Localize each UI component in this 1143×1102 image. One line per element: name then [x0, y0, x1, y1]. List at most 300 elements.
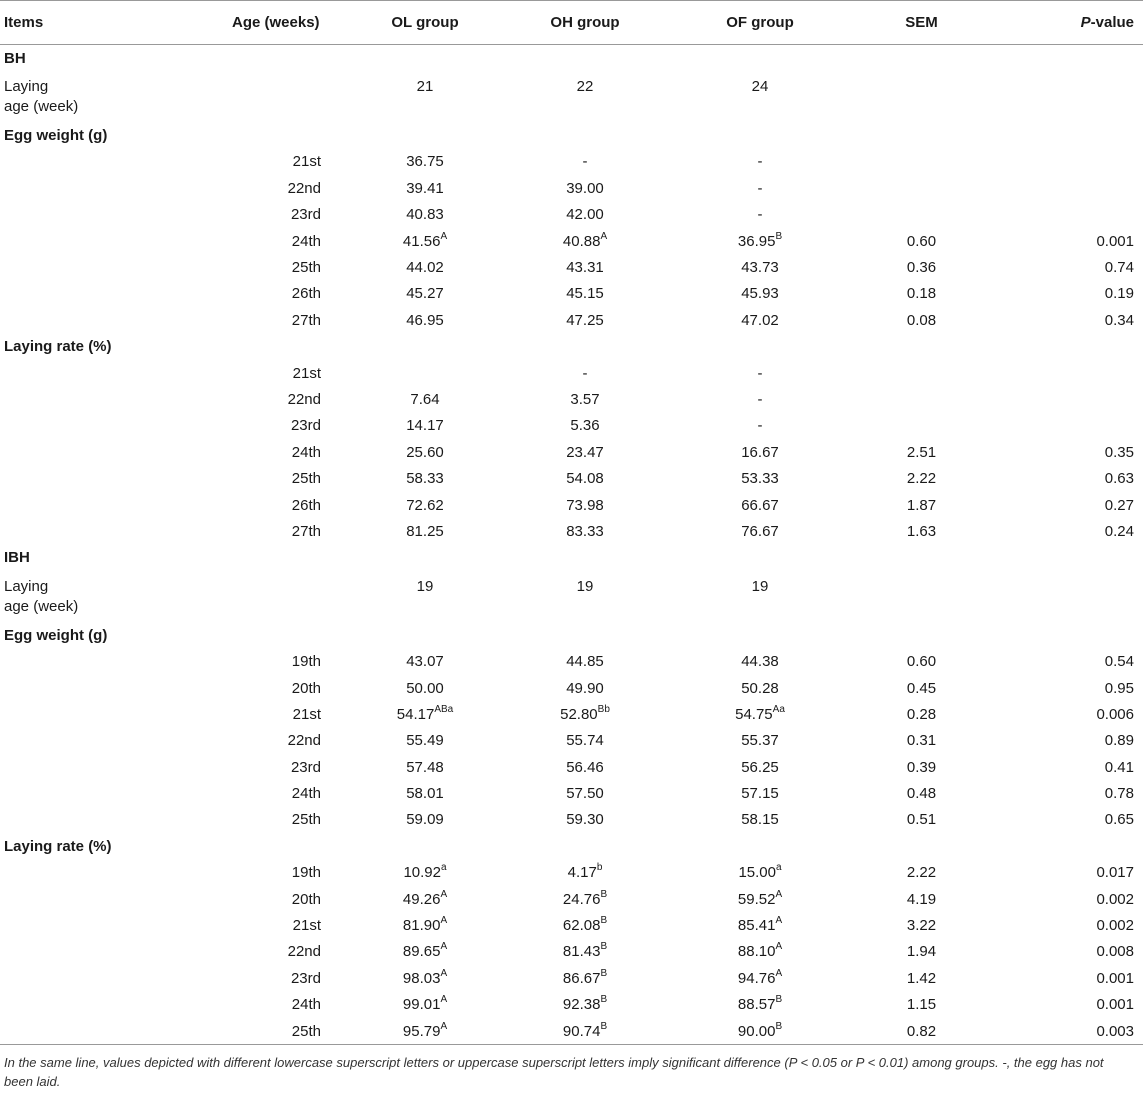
oh-cell-value: 62.08 — [562, 917, 601, 935]
laying-age-of: 24 — [751, 78, 769, 96]
of-cell — [670, 281, 850, 307]
age-cell: 23rd — [290, 758, 321, 776]
age-cell: 25th — [150, 1018, 330, 1045]
oh-cell — [500, 149, 670, 175]
laying-age-label — [0, 71, 150, 122]
oh-cell — [500, 307, 670, 333]
of-cell — [670, 465, 850, 491]
of-cell-value: 50.28 — [741, 679, 779, 697]
of-cell — [670, 307, 850, 333]
empty-cell — [500, 833, 670, 859]
p-value-cell: 0.78 — [1104, 785, 1134, 803]
of-cell-value: 90.00 — [737, 1022, 776, 1040]
oh-cell — [500, 912, 670, 938]
age-cell: 22nd — [287, 179, 321, 197]
ol-cell-superscript: A — [440, 915, 448, 927]
of-cell — [670, 965, 850, 991]
oh-cell-value: - — [582, 364, 588, 382]
of-cell-value: 59.52 — [737, 890, 776, 908]
empty-cell — [850, 571, 993, 622]
laying-age-ol: 19 — [416, 578, 434, 596]
header-p-value — [993, 1, 1143, 45]
p-value-cell — [993, 360, 1143, 386]
ol-cell — [330, 386, 500, 412]
empty-cell — [0, 149, 150, 175]
ol-cell-superscript: A — [440, 941, 448, 953]
ol-cell-superscript: A — [440, 994, 448, 1006]
ol-cell — [330, 492, 500, 518]
ol-cell — [330, 860, 500, 886]
sem-cell: 0.60 — [906, 232, 937, 250]
table-row — [0, 202, 1143, 228]
of-cell-superscript: A — [775, 967, 783, 979]
oh-cell — [500, 228, 670, 254]
ol-cell — [330, 307, 500, 333]
p-value-cell — [993, 202, 1143, 228]
oh-cell — [500, 780, 670, 806]
of-cell — [670, 149, 850, 175]
empty-cell — [330, 545, 500, 571]
oh-cell — [500, 807, 670, 833]
table-header-row — [0, 1, 1143, 45]
oh-cell-value: 47.25 — [566, 311, 604, 329]
group-header-row — [0, 334, 1143, 360]
oh-cell-value: 24.76 — [562, 890, 601, 908]
header-oh-group: OH group — [500, 1, 670, 45]
empty-cell — [670, 45, 850, 72]
header-items: Items — [0, 1, 150, 45]
p-value-cell: 0.008 — [1096, 943, 1134, 961]
oh-cell — [500, 202, 670, 228]
oh-cell-value: 81.43 — [562, 943, 601, 961]
oh-cell — [500, 965, 670, 991]
of-cell — [670, 518, 850, 544]
table-row — [0, 886, 1143, 912]
p-value-cell: 0.41 — [1104, 758, 1134, 776]
sem-cell: 0.36 — [906, 259, 937, 277]
laying-age-of: 19 — [751, 578, 769, 596]
age-cell: 21st — [292, 153, 321, 171]
table-row — [0, 965, 1143, 991]
oh-cell-value: 54.08 — [566, 470, 604, 488]
laying-age-oh: 22 — [576, 78, 594, 96]
section-label: BH — [4, 49, 26, 67]
empty-cell — [850, 622, 993, 648]
sem-cell: 2.51 — [906, 443, 937, 461]
age-cell: 23rd — [290, 969, 321, 987]
of-cell — [670, 675, 850, 701]
age-cell: 22nd — [287, 943, 321, 961]
empty-cell — [850, 71, 993, 122]
empty-cell — [330, 334, 500, 360]
of-cell-superscript: A — [775, 915, 783, 927]
ol-cell-value: 81.90 — [402, 917, 441, 935]
of-cell-value: - — [757, 153, 763, 171]
table-row — [0, 518, 1143, 544]
sem-cell — [850, 175, 993, 201]
empty-cell — [330, 45, 500, 72]
table-row — [0, 465, 1143, 491]
ol-cell-value: 40.83 — [406, 206, 444, 224]
sem-cell — [850, 386, 993, 412]
sem-cell — [850, 360, 993, 386]
age-cell: 22nd — [287, 732, 321, 750]
empty-cell — [993, 45, 1143, 72]
table-row — [0, 939, 1143, 965]
laying-age-label-line1: Laying — [4, 78, 49, 96]
oh-cell — [500, 939, 670, 965]
oh-cell-value: 90.74 — [562, 1022, 601, 1040]
oh-cell-value: 3.57 — [570, 390, 600, 408]
p-value-cell: 0.35 — [1104, 443, 1134, 461]
of-cell-value: 44.38 — [741, 653, 779, 671]
of-cell-value: 56.25 — [741, 758, 779, 776]
age-cell: 19th — [291, 864, 321, 882]
p-value-cell — [993, 149, 1143, 175]
empty-cell — [0, 175, 150, 201]
table-row — [0, 439, 1143, 465]
group-header-row — [0, 122, 1143, 148]
empty-cell — [0, 701, 150, 727]
of-cell — [670, 860, 850, 886]
oh-cell-value: 49.90 — [566, 679, 604, 697]
empty-cell — [500, 545, 670, 571]
ol-cell — [330, 754, 500, 780]
sem-cell: 0.48 — [906, 785, 937, 803]
section-label: IBH — [4, 549, 30, 567]
of-cell-value: 88.10 — [737, 943, 776, 961]
of-cell — [670, 728, 850, 754]
empty-cell — [0, 386, 150, 412]
oh-cell-value: 55.74 — [566, 732, 604, 750]
ol-cell — [330, 1018, 500, 1045]
sem-cell: 1.42 — [906, 969, 937, 987]
table-row — [0, 675, 1143, 701]
of-cell-superscript: A — [775, 888, 783, 900]
sem-cell: 1.94 — [906, 943, 937, 961]
age-cell: 26th — [291, 496, 321, 514]
sem-cell: 0.18 — [906, 285, 937, 303]
of-cell-value: - — [757, 364, 763, 382]
sem-cell: 0.60 — [906, 653, 937, 671]
table-row — [0, 807, 1143, 833]
ol-cell-value: 50.00 — [406, 679, 444, 697]
oh-cell-superscript: b — [596, 862, 603, 874]
oh-cell — [500, 254, 670, 280]
ol-cell-value: 95.79 — [402, 1022, 441, 1040]
p-value-cell: 0.89 — [1104, 732, 1134, 750]
oh-cell-value: 57.50 — [566, 785, 604, 803]
of-cell — [670, 1018, 850, 1045]
p-value-cell — [993, 386, 1143, 412]
ol-cell — [330, 465, 500, 491]
age-cell: 19th — [291, 653, 321, 671]
table-row — [0, 413, 1143, 439]
oh-cell-value: 59.30 — [566, 811, 604, 829]
ol-cell-value: 14.17 — [406, 417, 444, 435]
empty-cell — [0, 675, 150, 701]
sem-cell: 0.28 — [906, 705, 937, 723]
oh-cell — [500, 413, 670, 439]
oh-cell — [500, 281, 670, 307]
sem-cell: 2.22 — [906, 864, 937, 882]
ol-cell — [330, 518, 500, 544]
empty-cell — [500, 334, 670, 360]
oh-cell-superscript: A — [600, 230, 608, 242]
empty-cell — [0, 860, 150, 886]
empty-cell — [330, 122, 500, 148]
oh-cell — [500, 754, 670, 780]
of-cell — [670, 648, 850, 674]
sem-cell — [850, 149, 993, 175]
ol-cell-value: 7.64 — [410, 390, 440, 408]
ol-cell-value: 46.95 — [406, 311, 444, 329]
ol-cell-value: 58.01 — [406, 785, 444, 803]
ol-cell-value: 45.27 — [406, 285, 444, 303]
of-cell-value: 66.67 — [741, 496, 779, 514]
of-cell-value: 16.67 — [741, 443, 779, 461]
laying-age-ol: 21 — [416, 78, 434, 96]
oh-cell-value: 43.31 — [566, 259, 604, 277]
sem-cell: 0.82 — [850, 1018, 993, 1045]
oh-cell — [500, 728, 670, 754]
oh-cell-value: 45.15 — [566, 285, 604, 303]
oh-cell-value: 40.88 — [562, 232, 601, 250]
of-cell — [670, 807, 850, 833]
empty-cell — [0, 228, 150, 254]
sem-cell: 0.51 — [906, 811, 937, 829]
empty-cell — [0, 754, 150, 780]
ol-cell — [330, 939, 500, 965]
oh-cell-value: 5.36 — [570, 417, 600, 435]
ol-cell — [330, 807, 500, 833]
of-cell-value: 43.73 — [741, 259, 779, 277]
table-row — [0, 992, 1143, 1018]
empty-cell — [850, 45, 993, 72]
p-value-cell — [993, 175, 1143, 201]
table-row — [0, 860, 1143, 886]
header-ol-group: OL group — [330, 1, 500, 45]
age-cell: 24th — [291, 785, 321, 803]
ol-cell — [330, 413, 500, 439]
sem-cell: 1.15 — [906, 996, 937, 1014]
group-label: Egg weight (g) — [4, 626, 108, 644]
laying-age-row — [0, 71, 1143, 122]
header-p-suffix: -value — [1090, 14, 1134, 31]
table-row — [0, 492, 1143, 518]
of-cell-value: 36.95 — [737, 232, 776, 250]
empty-cell — [0, 728, 150, 754]
of-cell-value: 45.93 — [741, 285, 779, 303]
sem-cell: 1.87 — [906, 496, 937, 514]
empty-cell — [0, 360, 150, 386]
of-cell-value: - — [757, 390, 763, 408]
of-cell — [670, 413, 850, 439]
oh-cell — [500, 860, 670, 886]
age-cell: 20th — [291, 890, 321, 908]
laying-age-label — [0, 571, 150, 622]
of-cell-superscript: a — [775, 862, 782, 874]
sem-cell: 0.08 — [906, 311, 937, 329]
p-value-cell: 0.95 — [1104, 679, 1134, 697]
ol-cell — [330, 965, 500, 991]
of-cell — [670, 701, 850, 727]
oh-cell-value: 83.33 — [566, 522, 604, 540]
of-cell-superscript: B — [775, 230, 783, 242]
ol-cell-value: 39.41 — [406, 179, 444, 197]
ol-cell-value: 57.48 — [406, 758, 444, 776]
empty-cell — [0, 281, 150, 307]
of-cell-value: 55.37 — [741, 732, 779, 750]
oh-cell — [500, 439, 670, 465]
oh-cell-value: 73.98 — [566, 496, 604, 514]
empty-cell — [993, 571, 1143, 622]
table-row — [0, 228, 1143, 254]
of-cell — [670, 360, 850, 386]
of-cell — [670, 754, 850, 780]
age-cell: 21st — [292, 705, 321, 723]
empty-cell — [0, 992, 150, 1018]
empty-cell — [330, 833, 500, 859]
of-cell — [670, 439, 850, 465]
oh-cell-superscript: B — [600, 1020, 608, 1032]
empty-cell — [500, 45, 670, 72]
empty-cell — [0, 939, 150, 965]
ol-cell-value: 43.07 — [406, 653, 444, 671]
age-cell: 24th — [291, 996, 321, 1014]
oh-cell-superscript: B — [600, 941, 608, 953]
empty-cell — [993, 622, 1143, 648]
age-cell: 25th — [291, 811, 321, 829]
empty-cell — [0, 965, 150, 991]
group-label: Laying rate (%) — [4, 837, 112, 855]
empty-cell — [150, 71, 330, 122]
ol-cell-value: 59.09 — [406, 811, 444, 829]
empty-cell — [0, 1018, 150, 1045]
table-row — [0, 149, 1143, 175]
oh-cell-value: - — [582, 153, 588, 171]
laying-age-label-line2: age (week) — [4, 598, 79, 616]
laying-age-row — [0, 571, 1143, 622]
oh-cell — [500, 886, 670, 912]
oh-cell-value: 56.46 — [566, 758, 604, 776]
ol-cell — [330, 228, 500, 254]
p-value-cell: 0.017 — [1096, 864, 1134, 882]
ol-cell-value: 98.03 — [402, 969, 441, 987]
empty-cell — [0, 780, 150, 806]
empty-cell — [993, 545, 1143, 571]
ol-cell-value: 44.02 — [406, 259, 444, 277]
oh-cell-superscript: B — [600, 967, 608, 979]
p-value-cell: 0.006 — [1096, 705, 1134, 723]
p-value-cell: 0.34 — [1104, 311, 1134, 329]
ol-cell-value: 25.60 — [406, 443, 444, 461]
oh-cell — [500, 492, 670, 518]
empty-cell — [850, 122, 993, 148]
p-value-cell: 0.001 — [1096, 969, 1134, 987]
of-cell-value: 57.15 — [741, 785, 779, 803]
oh-cell — [500, 675, 670, 701]
oh-cell — [500, 648, 670, 674]
oh-cell-superscript: B — [600, 915, 608, 927]
sem-cell: 0.31 — [906, 732, 937, 750]
age-cell: 27th — [291, 311, 321, 329]
p-value-cell: 0.003 — [993, 1018, 1143, 1045]
age-cell: 24th — [291, 443, 321, 461]
oh-cell — [500, 992, 670, 1018]
empty-cell — [150, 545, 330, 571]
header-age: Age (weeks) — [150, 1, 330, 45]
table-row — [0, 648, 1143, 674]
age-cell: 22nd — [287, 390, 321, 408]
oh-cell-value: 23.47 — [566, 443, 604, 461]
empty-cell — [0, 413, 150, 439]
age-cell: 23rd — [290, 206, 321, 224]
empty-cell — [670, 122, 850, 148]
sem-cell — [850, 413, 993, 439]
sem-cell: 2.22 — [906, 470, 937, 488]
ol-cell-value: 99.01 — [402, 996, 441, 1014]
table-row — [0, 1018, 1143, 1045]
table-row — [0, 912, 1143, 938]
age-cell: 23rd — [290, 417, 321, 435]
section-row-bh — [0, 45, 1143, 72]
of-cell-value: 53.33 — [741, 470, 779, 488]
oh-cell — [500, 701, 670, 727]
of-cell — [670, 254, 850, 280]
header-p-italic: P — [1080, 14, 1091, 31]
of-cell — [670, 228, 850, 254]
table-row — [0, 754, 1143, 780]
of-cell-value: 88.57 — [737, 996, 776, 1014]
p-value-cell: 0.001 — [1096, 232, 1134, 250]
ol-cell-value: 36.75 — [406, 153, 444, 171]
table-row — [0, 701, 1143, 727]
empty-cell — [0, 886, 150, 912]
ol-cell — [330, 701, 500, 727]
of-cell — [670, 912, 850, 938]
of-cell-superscript: A — [775, 941, 783, 953]
empty-cell — [670, 833, 850, 859]
of-cell — [670, 886, 850, 912]
empty-cell — [0, 912, 150, 938]
table-row — [0, 780, 1143, 806]
ol-cell — [330, 149, 500, 175]
empty-cell — [500, 622, 670, 648]
of-cell-superscript: Aa — [772, 703, 785, 715]
oh-cell — [500, 518, 670, 544]
oh-cell-value: 42.00 — [566, 206, 604, 224]
p-value-cell: 0.002 — [1096, 917, 1134, 935]
ol-cell — [330, 886, 500, 912]
ol-cell — [330, 780, 500, 806]
ol-cell — [330, 175, 500, 201]
oh-cell-superscript: B — [600, 888, 608, 900]
table-row — [0, 281, 1143, 307]
ol-cell-value: 89.65 — [402, 943, 441, 961]
of-cell-value: 94.76 — [737, 969, 776, 987]
laying-age-oh: 19 — [576, 578, 594, 596]
of-cell — [670, 175, 850, 201]
of-cell-value: 54.75 — [735, 705, 773, 723]
oh-cell-value: 92.38 — [562, 996, 601, 1014]
p-value-cell — [993, 413, 1143, 439]
p-value-cell: 0.24 — [1104, 522, 1134, 540]
of-cell-superscript: B — [775, 994, 783, 1006]
ol-cell-superscript: ABa — [434, 703, 454, 715]
oh-cell-value: 52.80 — [560, 705, 598, 723]
oh-cell-value: 86.67 — [562, 969, 601, 987]
